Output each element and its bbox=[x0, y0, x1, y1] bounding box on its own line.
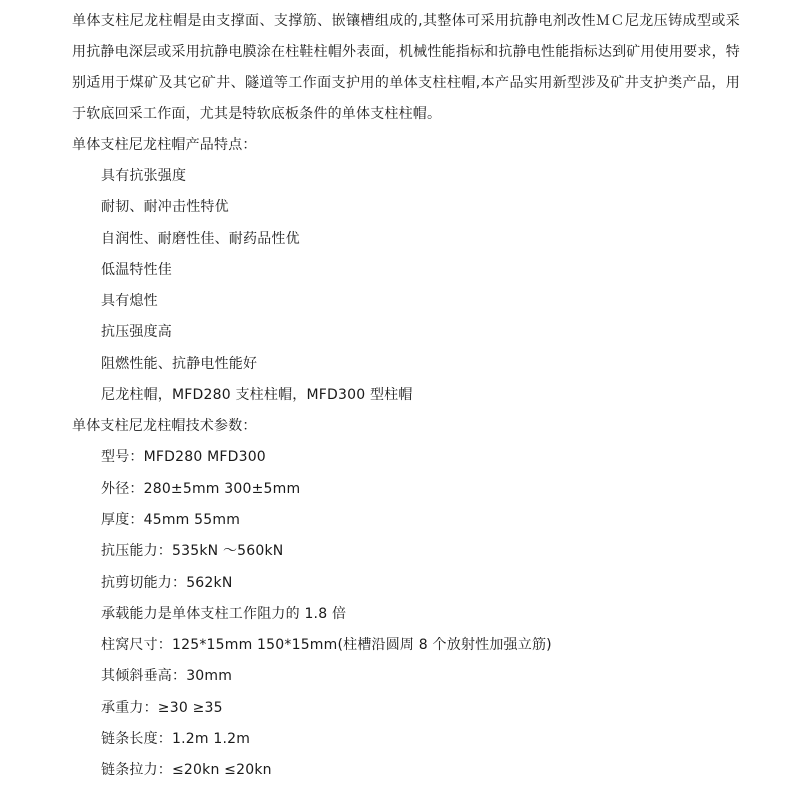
feature-item: 抗压强度高 bbox=[101, 324, 172, 341]
feature-item: 具有抗张强度 bbox=[101, 168, 187, 184]
spec-item: 厚度：45mm 55mm bbox=[101, 511, 241, 528]
spec-item: 抗剪切能力：562kN bbox=[101, 574, 233, 591]
spec-item: 链条拉力：≤20kn ≤20kn bbox=[101, 762, 272, 779]
feature-item: 耐韧、耐冲击性特优 bbox=[101, 199, 229, 216]
spec-item: 型号：MFD280 MFD300 bbox=[101, 449, 266, 466]
spec-item: 承载能力是单体支柱工作阻力的 1.8 倍 bbox=[101, 605, 347, 622]
spec-item: 抗压能力：535kN ～560kN bbox=[101, 543, 284, 560]
specs-list bbox=[72, 442, 740, 786]
spec-item: 外径：280±5mm 300±5mm bbox=[101, 480, 301, 497]
feature-item: 阻燃性能、抗静电性能好 bbox=[101, 355, 258, 372]
feature-item: 自润性、耐磨性佳、耐药品性优 bbox=[101, 230, 300, 247]
specs-heading: 单体支柱尼龙柱帽技术参数： bbox=[72, 418, 257, 435]
features-list bbox=[72, 161, 740, 411]
intro-paragraph: 单体支柱尼龙柱帽是由支撑面、支撑筋、嵌镶槽组成的,其整体可采用抗静电剂改性ＭＣ尼龙压铸成型或采用抗静电深层或采用抗静电膜涂在柱鞋柱帽外表面，机械性能指标和抗静电性能指标达到矿用使用要求，特别适用于煤矿及其它矿井、隧道等工作面支护用的单体支柱柱帽,本产品实用新型涉及矿井支护类产品，用于软底回采工作面，尤其是特软底板条件的单体支柱柱帽。 bbox=[72, 13, 740, 122]
feature-item: 低温特性佳 bbox=[101, 261, 172, 278]
spec-item: 柱窝尺寸：125*15mm 150*15mm(柱槽沿圆周 8 个放射性加强立筋) bbox=[101, 637, 552, 654]
features-heading: 单体支柱尼龙柱帽产品特点： bbox=[72, 137, 257, 153]
spec-item: 其倾斜垂高：30mm bbox=[101, 668, 233, 685]
document-body bbox=[72, 6, 740, 787]
feature-item: 尼龙柱帽，MFD280 支柱柱帽，MFD300 型柱帽 bbox=[101, 387, 413, 404]
spec-item: 承重力：≥30 ≥35 bbox=[101, 699, 223, 716]
spec-item: 链条长度：1.2m 1.2m bbox=[101, 731, 251, 748]
feature-item: 具有熄性 bbox=[101, 293, 158, 310]
